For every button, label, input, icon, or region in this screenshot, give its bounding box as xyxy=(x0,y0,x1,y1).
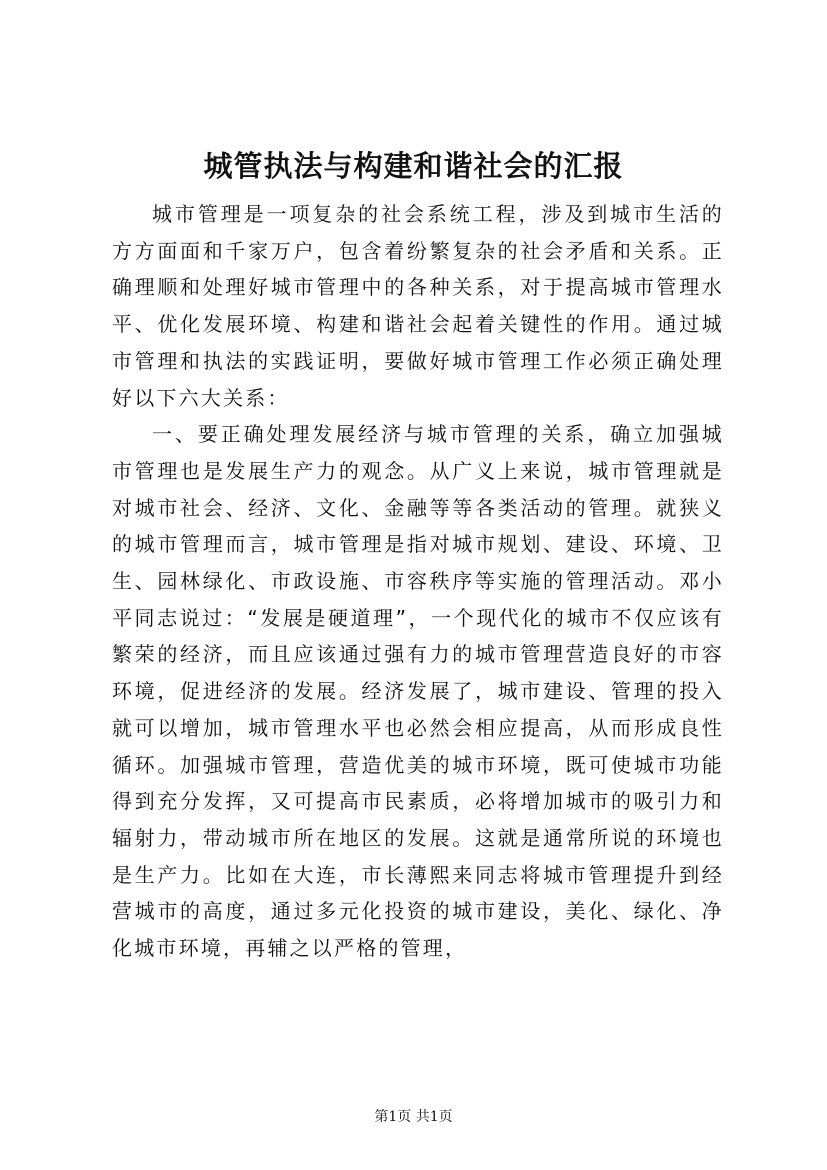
document-body xyxy=(112,196,724,967)
document-title: 城管执法与构建和谐社会的汇报 xyxy=(203,149,624,183)
paragraph-intro: 城市管理是一项复杂的社会系统工程，涉及到城市生活的方方面面和千家万户，包含着纷繁复杂的社会矛盾和关系。正确理顺和处理好城市管理中的各种关系，对于提高城市管理水平、优化发展环境、构建和谐社会起着关键性的作用。通过城市管理和执法的实践证明，要做好城市管理工作必须正确处理好以下六大关系： xyxy=(112,202,724,410)
paragraph-section-one: 一、要正确处理发展经济与城市管理的关系，确立加强城市管理也是发展生产力的观念。从广义上来说，城市管理就是对城市社会、经济、文化、金融等等各类活动的管理。就狭义的城市管理而言，城市管理是指对城市规划、建设、环境、卫生、园林绿化、市政设施、市容秩序等实施的管理活动。邓小平同志说过：“发展是硬道理”，一个现代化的城市不仅应该有繁荣的经济，而且应该通过强有力的城市管理营造良好的市容环境，促进经济的发展。经济发展了，城市建设、管理的投入就可以增加，城市管理水平也必然会相应提高，从而形成良性循环。加强城市管理，营造优美的城市环境，既可使城市功能得到充分发挥，又可提高市民素质，必将增加城市的吸引力和辐射力，带动城市所在地区的发展。这就是通常所说的环境也是生产力。比如在大连，市长薄熙来同志将城市管理提升到经营城市的高度，通过多元化投资的城市建设，美化、绿化、净化城市环境，再辅之以严格的管理， xyxy=(112,422,724,961)
page-footer: 第1页 共1页 xyxy=(374,1109,453,1125)
